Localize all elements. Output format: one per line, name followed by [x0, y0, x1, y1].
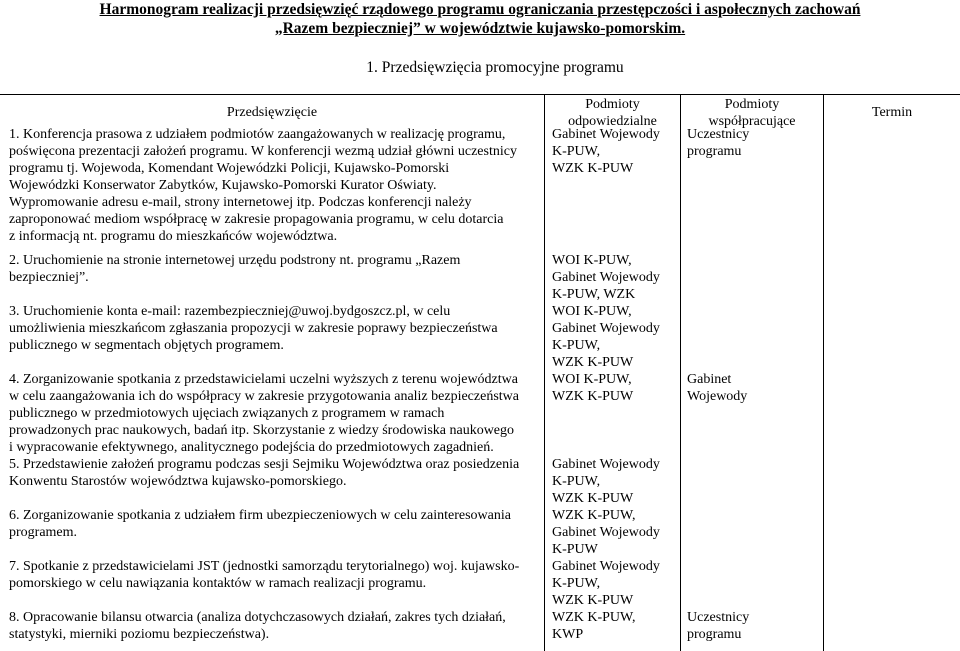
text-line: Uczestnicy [687, 127, 750, 142]
cooperating-cell [687, 126, 817, 160]
text-line: programu [687, 144, 742, 159]
responsible-cell [552, 507, 682, 558]
text-line: zaproponować mediom współpracę w zakresie propagowania programu, w celu dotarcia [9, 212, 504, 227]
text-line: WZK K-PUW [552, 355, 634, 370]
text-line: Wojewody [687, 389, 748, 404]
text-line: Uczestnicy [687, 610, 750, 625]
text-line: WOI K-PUW, [552, 304, 632, 319]
text-line: statystyki, mierniki poziomu bezpieczeństwa). [9, 627, 270, 642]
responsible-cell [552, 126, 682, 177]
table-top-border [0, 94, 960, 95]
activity-cell [9, 303, 539, 354]
text-line: KWP [552, 627, 584, 642]
text-line: Gabinet Wojewody [552, 525, 660, 540]
text-line: umożliwienia mieszkańcom zgłaszania propozycji w zakresie poprawy bezpieczeństwa [9, 321, 498, 336]
text-line: Gabinet Wojewody [552, 457, 660, 472]
text-line: WOI K-PUW, [552, 372, 632, 387]
section-title: 1. Przedsięwzięcia promocyjne programu [366, 59, 624, 76]
text-line: w celu zaangażowania ich do współpracy w zakresie przygotowania analiz bezpieczeństwa [9, 389, 519, 404]
text-line: 7. Spotkanie z przedstawicielami JST (jednostki samorządu terytorialnego) woj. kujawsko- [9, 559, 520, 574]
text-line: WZK K-PUW, [552, 610, 636, 625]
text-line: 3. Uruchomienie konta e-mail: razembezpieczniej@uwoj.bydgoszcz.pl, w celu [9, 304, 451, 319]
text-line: programem. [9, 525, 78, 540]
column-divider [544, 94, 545, 651]
text-line: WZK K-PUW [552, 593, 634, 608]
header-responsible: Podmioty odpowiedzialne [568, 97, 657, 129]
text-line: WZK K-PUW, [552, 508, 636, 523]
text-line: Gabinet Wojewody [552, 127, 660, 142]
text-line: publicznego w przedmiotowych ujęciach związanych z programem w ramach [9, 406, 445, 421]
text-line: bezpieczniej”. [9, 270, 89, 285]
text-line: WZK K-PUW [552, 389, 634, 404]
responsible-cell [552, 252, 682, 303]
title-line-2: „Razem bezpieczniej” w województwie kujawsko-pomorskim. [274, 20, 686, 37]
text-line: WOI K-PUW, [552, 253, 632, 268]
cooperating-cell [687, 609, 817, 643]
text-line: K-PUW [552, 542, 598, 557]
column-divider [823, 94, 824, 651]
activity-cell [9, 609, 539, 643]
responsible-cell [552, 456, 682, 507]
text-line: K-PUW, [552, 474, 601, 489]
header-cooperating: Podmioty współpracujące [708, 97, 796, 129]
text-line: Gabinet Wojewody [552, 559, 660, 574]
responsible-cell [552, 303, 682, 371]
activity-cell [9, 558, 539, 592]
activity-cell [9, 507, 539, 541]
header-activity: Przedsięwzięcie [226, 105, 318, 120]
text-line: z informacją nt. programu do mieszkańców województwa. [9, 229, 338, 244]
responsible-cell [552, 609, 682, 643]
text-line: 6. Zorganizowanie spotkania z udziałem firm ubezpieczeniowych w celu zainteresowania [9, 508, 511, 523]
text-line: 5. Przedstawienie założeń programu podczas sesji Sejmiku Województwa oraz posiedzenia [9, 457, 520, 472]
responsible-cell [552, 371, 682, 405]
text-line: Gabinet Wojewody [552, 321, 660, 336]
text-line: 1. Konferencja prasowa z udziałem podmiotów zaangażowanych w realizację programu, [9, 127, 506, 142]
text-line: publicznego w segmentach objętych programem. [9, 338, 284, 353]
text-line: programu [687, 627, 742, 642]
text-line: Gabinet Wojewody [552, 270, 660, 285]
text-line: K-PUW, [552, 144, 601, 159]
text-line: K-PUW, [552, 576, 601, 591]
text-line: pomorskiego w celu nawiązania kontaktów w ramach realizacji programu. [9, 576, 427, 591]
text-line: prowadzonych prac naukowych, badań itp. Skorzystanie z wiedzy środowiska naukowego [9, 423, 515, 438]
text-line: WZK K-PUW [552, 491, 634, 506]
text-line: 8. Opracowanie bilansu otwarcia (analiza dotychczasowych działań, zakres tych działań, [9, 610, 506, 625]
text-line: Gabinet [687, 372, 732, 387]
activity-cell [9, 126, 539, 245]
text-line: Konwentu Starostów województwa kujawsko-pomorskiego. [9, 474, 347, 489]
title-line-1: Harmonogram realizacji przedsięwzięć rządowego programu ograniczania przestępczości i aspołecznych zachowań [99, 1, 861, 18]
text-line: poświęcona prezentacji założeń programu. W konferencji wezmą udział główni uczestnicy [9, 144, 517, 159]
text-line: WZK K-PUW [552, 161, 634, 176]
responsible-cell [552, 558, 682, 609]
document-title [0, 0, 960, 38]
text-line: Wojewódzki Konserwator Zabytków, Kujawsko-Pomorski Kurator Oświaty. [9, 178, 437, 193]
text-line: K-PUW, WZK [552, 287, 636, 302]
cooperating-cell [687, 371, 817, 405]
text-line: K-PUW, [552, 338, 601, 353]
activity-cell [9, 456, 539, 490]
text-line: i wypracowanie efektywnego, analitycznego podejścia do przedmiotowych zagadnień. [9, 440, 494, 455]
text-line: Wypromowanie adresu e-mail, strony internetowej itp. Podczas konferencji należy [9, 195, 472, 210]
header-term: Termin [871, 105, 913, 120]
activity-cell [9, 371, 539, 456]
activity-cell [9, 252, 539, 286]
text-line: 2. Uruchomienie na stronie internetowej urzędu podstrony nt. programu „Razem [9, 253, 461, 268]
text-line: programu tj. Wojewoda, Komendant Wojewódzki Policji, Kujawsko-Pomorski [9, 161, 450, 176]
text-line: 4. Zorganizowanie spotkania z przedstawicielami uczelni wyższych z terenu województwa [9, 372, 518, 387]
